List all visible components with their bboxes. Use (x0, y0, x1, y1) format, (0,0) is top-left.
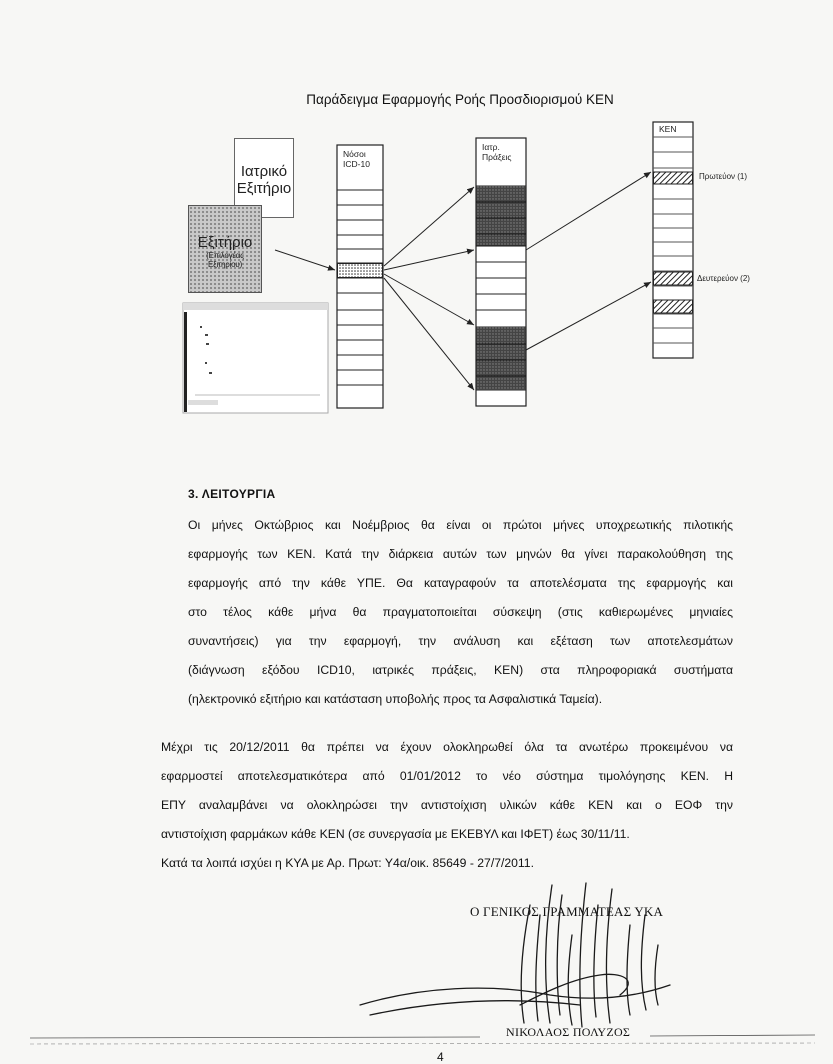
procedures-label-line1: Ιατρ. (482, 142, 500, 152)
procedures-column-label (477, 139, 525, 185)
paragraph-1-line: (διάγνωση εξόδου ICD10, ιατρικές πράξεις, ΚΕΝ) στα πληροφοριακά συστήματα (188, 663, 733, 677)
flow-diagram (0, 0, 833, 470)
paragraph-2-line: ΕΠΥ αναλαμβάνει να ολοκληρώσει την αντιστοίχιση υλικών κάθε ΚΕΝ και ο ΕΟΦ την (161, 798, 733, 812)
paragraph-1-line: εφαρμογής από την κάθε ΥΠΕ. Θα καταγραφούν τα αποτελέσματα της εφαρμογής και (188, 576, 733, 590)
signatory-name: ΝΙΚΟΛΑΟΣ ΠΟΛΥΖΟΣ (506, 1025, 631, 1039)
exit-box-line1: Εξιτήριο (197, 234, 253, 251)
medical-exit-line1: Ιατρικό (240, 163, 288, 180)
medical-exit-line2: Εξιτήριο (236, 180, 292, 198)
icd-label-line2: ICD-10 (343, 159, 370, 170)
icd-label-line1: Νόσοι (343, 149, 366, 159)
paragraph-2-line: εφαρμοστεί αποτελεσματικότερα από 01/01/2012 το νέο σύστημα τιμολόγησης ΚΕΝ. Η (161, 769, 733, 783)
ken-column (653, 122, 693, 358)
footer-rules (0, 1030, 833, 1050)
signatory-title: Ο ΓΕΝΙΚΟΣ ΓΡΑΜΜΑΤΕΑΣ ΥΚΑ (470, 904, 664, 919)
screenshot-thumbnail (183, 303, 328, 413)
paragraph-2-line: Μέχρι τις 20/12/2011 θα πρέπει να έχουν ολοκληρωθεί όλα τα ανωτέρω προκειμένου να (161, 740, 733, 754)
ken-label-line1: ΚΕΝ (659, 124, 677, 134)
procedures-label-line2: Πράξεις (482, 152, 512, 163)
page-number: 4 (437, 1050, 444, 1064)
icd-column-label (338, 146, 382, 190)
paragraph-1-line: Οι μήνες Οκτώβριος και Νοέμβριος θα είναι οι πρώτοι μήνες υποχρεωτικής πιλοτικής (188, 518, 733, 532)
primary-label: Πρωτεύον (1) (699, 172, 748, 181)
ken-column-label (654, 122, 692, 137)
paragraph-2-line: αντιστοίχιση φαρμάκων κάθε ΚΕΝ (σε συνεργασία με ΕΚΕΒΥΛ και ΙΦΕΤ) έως 30/11/11. (161, 827, 630, 841)
paragraph-2 (161, 733, 733, 878)
paragraph-1 (188, 511, 733, 714)
figure-title: Παράδειγμα Εφαρμογής Ροής Προσδιορισμού ΚΕΝ (306, 92, 614, 107)
section-heading: 3. ΛΕΙΤΟΥΡΓΙΑ (188, 487, 276, 501)
exit-box (188, 205, 262, 293)
exit-box-line2: (Επιλογέας Εξιτηρίου) (206, 251, 244, 270)
flow-arrows (275, 172, 651, 390)
paragraph-1-line: στο τέλος κάθε μήνα θα πραγματοποιείται σύσκεψη (στις καθιερωμένες μηνιαίες (188, 605, 733, 619)
handwritten-signature (340, 875, 760, 1040)
paragraph-1-line: συναντήσεις) για την εφαρμογή, την ανάλυση και εξέταση των αποτελεσμάτων (188, 634, 733, 648)
paragraph-2-line: Κατά τα λοιπά ισχύει η ΚΥΑ με Αρ. Πρωτ: Υ4α/οικ. 85649 - 27/7/2011. (161, 856, 534, 870)
secondary-label: Δευτερεύον (2) (697, 274, 750, 283)
paragraph-1-line: (ηλεκτρονικό εξιτήριο και κατάσταση υποβολής προς τα Ασφαλιστικά Ταμεία). (188, 692, 603, 706)
paragraph-1-line: εφαρμογής των ΚΕΝ. Κατά την διάρκεια αυτών των μηνών θα γίνει παρακολούθηση της (188, 547, 733, 561)
